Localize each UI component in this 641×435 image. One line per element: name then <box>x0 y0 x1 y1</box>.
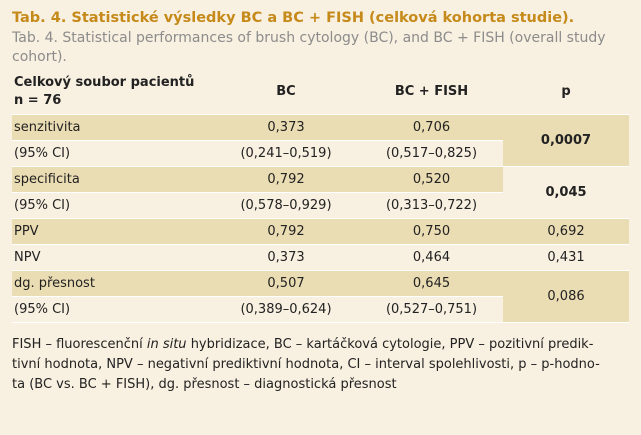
statistics-table <box>12 71 629 323</box>
p-value: 0,431 <box>503 245 629 271</box>
row-label: senzitivita <box>12 115 212 141</box>
bc-value: (0,389–0,624) <box>212 297 360 323</box>
header-bc-fish: BC + FISH <box>360 71 503 115</box>
bc-fish-value: (0,313–0,722) <box>360 193 503 219</box>
row-label: (95% CI) <box>12 141 212 167</box>
row-label: (95% CI) <box>12 193 212 219</box>
bc-value: 0,507 <box>212 271 360 297</box>
p-value-sensitivity: 0,0007 <box>503 115 629 167</box>
table-header-row <box>12 71 629 115</box>
footnote-text: hybridizace, BC – kartáčková cytologie, PPV – pozitivní predik- <box>186 337 594 352</box>
p-value: 0,692 <box>503 219 629 245</box>
footnote-line <box>12 335 629 355</box>
table-title-english: Tab. 4. Statistical performances of brush cytology (BC), and BC + FISH (overall study cohort). <box>12 30 606 65</box>
footnote-italic-term: in situ <box>146 337 187 352</box>
p-value-specificity: 0,045 <box>503 167 629 219</box>
header-p: p <box>503 71 629 115</box>
table-row <box>12 167 629 193</box>
bc-fish-value: 0,750 <box>360 219 503 245</box>
bc-fish-value: 0,645 <box>360 271 503 297</box>
bc-fish-value: (0,527–0,751) <box>360 297 503 323</box>
row-label: PPV <box>12 219 212 245</box>
header-cohort-title: Celkový soubor pacientů <box>14 75 195 90</box>
bc-value: 0,792 <box>212 167 360 193</box>
header-cohort <box>12 71 212 115</box>
bc-value: (0,241–0,519) <box>212 141 360 167</box>
bc-fish-value: 0,464 <box>360 245 503 271</box>
table-row <box>12 115 629 141</box>
row-label: NPV <box>12 245 212 271</box>
bc-value: 0,373 <box>212 245 360 271</box>
bc-value: 0,792 <box>212 219 360 245</box>
footnote-line: ta (BC vs. BC + FISH), dg. přesnost – diagnostická přesnost <box>12 377 397 392</box>
p-value-accuracy: 0,086 <box>503 271 629 323</box>
header-cohort-n: n = 76 <box>14 93 62 108</box>
header-bc: BC <box>212 71 360 115</box>
table-row <box>12 219 629 245</box>
table-title-czech: Tab. 4. Statistické výsledky BC a BC + FISH (celková kohorta studie). <box>12 10 575 26</box>
row-label: specificita <box>12 167 212 193</box>
table-row <box>12 245 629 271</box>
bc-fish-value: 0,706 <box>360 115 503 141</box>
footnote-line: tivní hodnota, NPV – negativní prediktivní hodnota, CI – interval spolehlivosti, p – p-hodno- <box>12 357 600 372</box>
table-footnote <box>12 335 629 395</box>
row-label: dg. přesnost <box>12 271 212 297</box>
footnote-text: FISH – fluorescenční <box>12 337 147 352</box>
bc-value: (0,578–0,929) <box>212 193 360 219</box>
bc-value: 0,373 <box>212 115 360 141</box>
table-row <box>12 271 629 297</box>
bc-fish-value: 0,520 <box>360 167 503 193</box>
bc-fish-value: (0,517–0,825) <box>360 141 503 167</box>
row-label: (95% CI) <box>12 297 212 323</box>
